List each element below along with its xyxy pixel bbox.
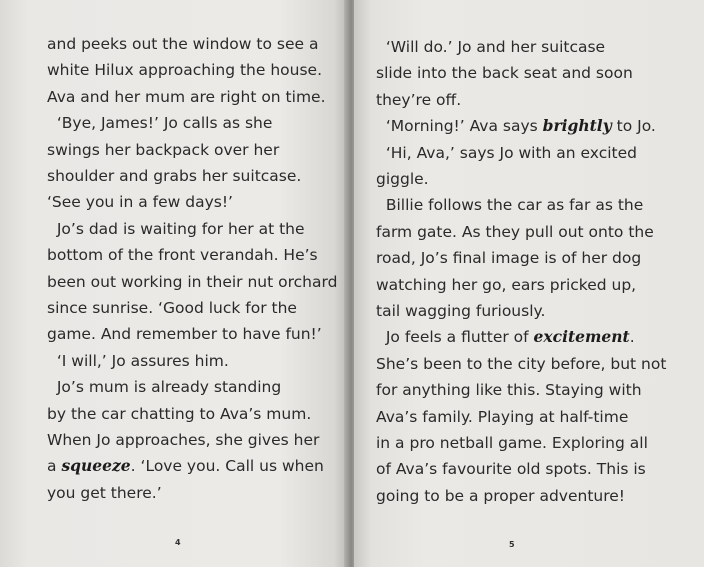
text-line	[47, 34, 318, 54]
text-line	[47, 60, 322, 80]
text-line	[376, 275, 636, 295]
text-segment: a	[47, 457, 62, 476]
text-segment: white Hilux approaching the house.	[47, 61, 323, 80]
emphasized-word: squeeze	[61, 456, 131, 476]
text-segment: game. And remember to have fun!’	[47, 325, 322, 344]
emphasized-word: brightly	[542, 116, 612, 136]
text-line	[47, 430, 319, 450]
text-segment: Billie follows the car as far as the	[376, 196, 644, 215]
text-line	[376, 327, 635, 347]
text-line	[376, 116, 656, 136]
text-line	[376, 301, 545, 321]
text-segment: shoulder and grabs her suitcase.	[47, 167, 302, 185]
text-line	[47, 87, 326, 107]
text-segment: slide into the back seat and soon	[376, 64, 633, 83]
text-line	[376, 63, 633, 83]
text-segment: Jo’s mum is already standing	[47, 378, 282, 397]
text-line	[47, 192, 233, 212]
text-segment: ‘Bye, James!’ Jo calls as she	[47, 114, 273, 133]
text-line	[376, 143, 637, 163]
text-line	[47, 140, 279, 160]
right-page	[354, 0, 704, 567]
text-line	[376, 486, 625, 506]
text-segment: . ‘Love you. Call us when	[130, 457, 324, 476]
text-segment: going to be a proper adventure!	[376, 486, 626, 505]
text-line	[47, 272, 337, 292]
emphasized-word: excitement	[533, 327, 630, 347]
text-line	[376, 459, 646, 479]
text-segment: Ava and her mum are right on time.	[47, 87, 326, 106]
text-segment: and peeks out the window to see a	[47, 35, 319, 53]
text-segment: swings her backpack over her	[47, 140, 280, 159]
text-segment: ‘Will do.’ Jo and her suitcase	[376, 38, 606, 56]
text-line	[376, 354, 666, 374]
text-line	[47, 166, 301, 186]
text-segment: since sunrise. ‘Good luck for the	[47, 299, 297, 317]
text-line	[47, 113, 272, 133]
text-segment: ‘See you in a few days!’	[47, 193, 233, 212]
text-segment: Jo feels a flutter of	[376, 328, 534, 347]
text-segment: of Ava’s favourite old spots. This is	[376, 460, 646, 479]
text-line	[376, 37, 605, 57]
text-line	[47, 351, 229, 371]
text-line	[47, 245, 318, 265]
text-line	[376, 222, 654, 242]
text-segment: She’s been to the city before, but not	[376, 354, 667, 373]
text-segment: ‘Hi, Ava,’ says Jo with an excited	[376, 143, 637, 162]
text-segment: Jo’s dad is waiting for her at the	[47, 219, 305, 238]
text-segment: you get there.’	[47, 483, 162, 502]
text-segment: .	[629, 328, 635, 347]
text-segment: road, Jo’s final image is of her dog	[376, 249, 642, 268]
text-segment: ‘I will,’ Jo assures him.	[47, 351, 229, 370]
text-segment: for anything like this. Staying with	[376, 381, 642, 400]
text-segment: Ava’s family. Playing at half-time	[376, 407, 629, 426]
text-line	[376, 433, 648, 453]
text-line	[376, 248, 641, 268]
text-segment: been out working in their nut orchard	[47, 272, 338, 291]
text-line	[376, 90, 461, 110]
text-segment: watching her go, ears pricked up,	[376, 275, 637, 294]
text-line	[47, 483, 162, 503]
text-line	[376, 407, 628, 427]
text-segment: in a pro netball game. Exploring all	[376, 434, 648, 452]
text-line	[47, 298, 297, 318]
text-segment: by the car chatting to Ava’s mum.	[47, 404, 312, 423]
right-page-number: 5	[509, 540, 515, 549]
text-segment: they’re off.	[376, 90, 462, 109]
text-segment: tail wagging furiously.	[376, 302, 546, 320]
text-segment: giggle.	[376, 170, 429, 188]
text-line	[47, 456, 324, 476]
text-segment: bottom of the front verandah. He’s	[47, 246, 318, 265]
text-segment: When Jo approaches, she gives her	[47, 431, 320, 449]
text-line	[376, 169, 429, 189]
left-page	[0, 0, 348, 567]
text-line	[47, 377, 281, 397]
left-page-number: 4	[175, 538, 181, 547]
text-segment: farm gate. As they pull out onto the	[376, 222, 654, 241]
text-segment: ‘Morning!’ Ava says	[376, 117, 543, 136]
text-segment: to Jo.	[611, 117, 656, 136]
text-line	[376, 380, 642, 400]
text-line	[47, 219, 305, 239]
text-line	[47, 324, 322, 344]
text-line	[376, 195, 643, 215]
text-line	[47, 404, 311, 424]
